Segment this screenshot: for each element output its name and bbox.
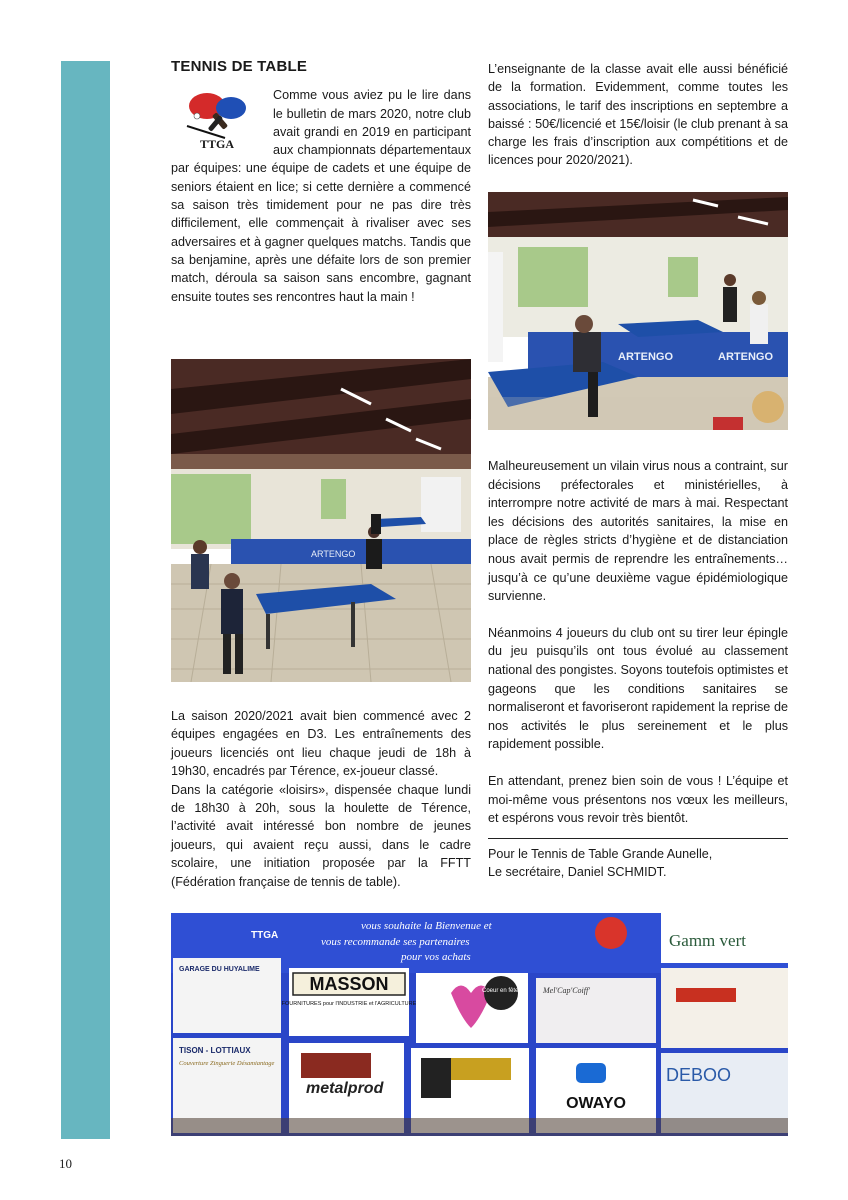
ttga-logo-text: TTGA xyxy=(199,137,235,152)
sponsor-gamm-vert: Gamm vert xyxy=(669,931,746,950)
sponsor-tison-sub: Couverture Zinguerie Désamiantage xyxy=(179,1060,275,1067)
sponsor-deboo: DEBOO xyxy=(666,1065,732,1085)
right-column-bottom xyxy=(488,457,788,882)
match-photo xyxy=(488,192,788,430)
right-column-top xyxy=(488,60,788,170)
season-paragraph-2: Dans la catégorie «loisirs», dispensée chaque lundi de 18h30 à 20h, sous la houlette de Térence, l’activité avait intéressé bon nombre de jeunes joueurs, qui avaient reçu aussi, dans le cadre scolaire, une initiation proposée par la FFTT (Fédération française de tennis de table). xyxy=(171,782,471,889)
season-paragraph-1: La saison 2020/2021 avait bien commencé avec 2 équipes engagées en D3. Les entraînements des joueurs licenciés ont lieu chaque jeudi de 18h à 19h30, encadrés par Térence, ex-joueur classé. xyxy=(171,709,471,779)
signature-line-2: Le secrétaire, Daniel SCHMIDT. xyxy=(488,865,667,880)
banner-headline-2: vous recommande ses partenaires xyxy=(321,936,470,948)
training-hall-photo xyxy=(171,359,471,682)
left-column xyxy=(171,58,471,306)
banner-headline-3: pour vos achats xyxy=(401,951,471,963)
sponsor-coeur: Coeur en fête! xyxy=(481,988,521,994)
intro-paragraph: Comme vous aviez pu le lire dans le bulletin de mars 2020, notre club avait grandi en 2019 en participant aux championnats départementaux par équipes: une équipe de cadets et une équipe de seniors étaient en lice; si cette dernière a commencé sa saison très timidement pour ne pas dire très difficilement, elle commençait à rivaliser avec ses adversaires et à gagner quelques matchs. Tandis que sa benjamine, après une défaite lors de son premier match, déroula sa saison sans encombre, gagnant ensuite toutes ses rencontres haut la main ! xyxy=(171,88,471,304)
signature-block xyxy=(488,845,788,882)
sponsor-masson-sub: FOURNITURES pour l'INDUSTRIE et l'AGRICULTURE xyxy=(281,1001,417,1007)
artengo-barrier-text-2: ARTENGO xyxy=(618,351,673,363)
artengo-barrier-text: ARTENGO xyxy=(311,549,356,559)
sponsor-masson: MASSON xyxy=(309,974,389,994)
sponsor-owayo: OWAYO xyxy=(566,1095,626,1112)
season-text-block xyxy=(171,707,471,891)
ttga-logo-icon xyxy=(177,86,257,152)
players-paragraph: Néanmoins 4 joueurs du club ont su tirer leur épingle du jeu puisqu’ils ont tous évolué au classement national des pongistes. Soyons toutefois optimistes et gageons que les conditions sanitaires se normaliseront et favoriseront rapidement la reprise de nos activités le plus sereinement et le plus rapidement possible. xyxy=(488,625,788,752)
banner-headline-1: vous souhaite la Bienvenue et xyxy=(361,920,492,932)
page-number: 10 xyxy=(59,1156,72,1171)
signature-line-1: Pour le Tennis de Table Grande Aunelle, xyxy=(488,846,713,861)
artengo-barrier-text-3: ARTENGO xyxy=(718,351,773,363)
sponsor-metalprod: metalprod xyxy=(306,1080,384,1097)
teacher-paragraph: L’enseignante de la classe avait elle aussi bénéficié de la formation. Evidemment, comme toutes les associations, le tarif des inscriptions en septembre a baissé : 50€/licencié et 15€/loisir (le club prenant à sa charge les frais d’inscription aux compétitions et de licences pour 2020/2021). xyxy=(488,62,788,168)
teal-side-bar xyxy=(61,61,110,1139)
sponsors-banner-photo xyxy=(171,913,788,1136)
virus-paragraph: Malheureusement un vilain virus nous a contraint, sur décisions préfectorales et ministérielles, à interrompre notre activité de mars à mai. Respectant les décisions des autorités sanitaires, la mise en place de règles stricts d’hygiène et de distanciation nous avait permis de reprendre les entraînements… jusqu’à ce qu’une deuxième vague épidémiologique survienne. xyxy=(488,459,788,604)
signature-divider xyxy=(488,838,788,839)
article-title: TENNIS DE TABLE xyxy=(171,58,308,75)
sponsor-melcap: Mel'Cap'Coiff' xyxy=(543,986,590,995)
closing-paragraph: En attendant, prenez bien soin de vous ! L’équipe et moi-même vous présentons nos vœux les meilleurs, et espérons vous revoir très bientôt. xyxy=(488,773,788,826)
sponsor-tison: TISON - LOTTIAUX xyxy=(179,1046,251,1055)
banner-logo-text: TTGA xyxy=(251,930,279,941)
sponsor-garage: GARAGE DU HUYALIME xyxy=(179,966,260,973)
